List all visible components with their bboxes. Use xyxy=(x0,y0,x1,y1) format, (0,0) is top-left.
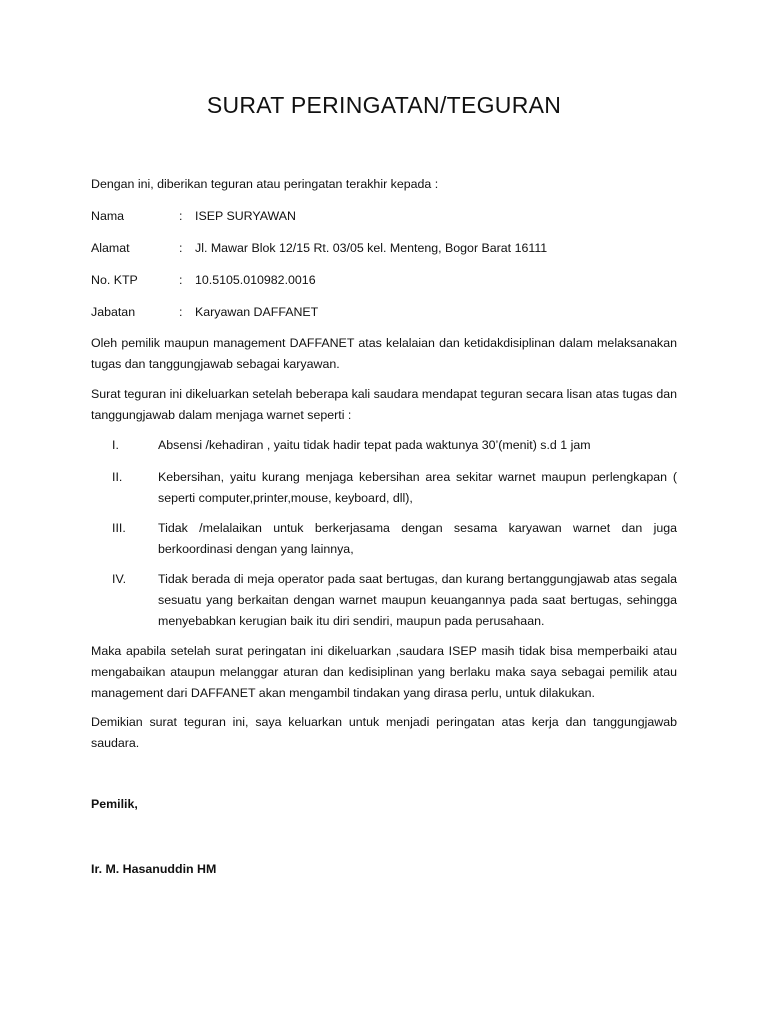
paragraph-3: Maka apabila setelah surat peringatan ini dikeluarkan ,saudara ISEP masih tidak bisa memperbaiki atau mengabaikan ataupun melanggar aturan dan kedisiplinan yang berlaku maka saya sebagai pemilik atau management dari DAFFANET akan mengambil tindakan yang dirasa perlu, untuk dilakukan. xyxy=(91,644,677,700)
list-text: Absensi /kehadiran , yaitu tidak hadir tepat pada waktunya 30’(menit) s.d 1 jam xyxy=(158,438,591,452)
field-colon: : xyxy=(179,305,183,319)
field-label: Alamat xyxy=(91,241,130,255)
field-label: Nama xyxy=(91,209,125,223)
field-colon: : xyxy=(179,241,183,255)
paragraph-4: Demikian surat teguran ini, saya keluarkan untuk menjadi peringatan atas kerja dan tanggungjawab saudara. xyxy=(91,715,677,750)
field-colon: : xyxy=(179,209,183,223)
field-label: No. KTP xyxy=(91,273,138,287)
field-label: Jabatan xyxy=(91,305,136,319)
field-value: 10.5105.010982.0016 xyxy=(195,273,316,287)
paragraph-1: Oleh pemilik maupun management DAFFANET atas kelalaian dan ketidakdisiplinan dalam melaksanakan tugas dan tanggungjawab sebagai karyawan. xyxy=(91,336,677,371)
list-number: III. xyxy=(112,521,126,535)
intro-text: Dengan ini, diberikan teguran atau peringatan terakhir kepada : xyxy=(91,177,439,191)
paragraph-2: Surat teguran ini dikeluarkan setelah beberapa kali saudara mendapat teguran secara lisan atas tugas dan tanggungjawab dalam menjaga warnet seperti : xyxy=(91,387,677,422)
signer-name: Ir. M. Hasanuddin HM xyxy=(91,862,217,876)
list-text: Kebersihan, yaitu kurang menjaga kebersihan area sekitar warnet maupun perlengkapan ( seperti computer,printer,mouse, keyboard, dll), xyxy=(158,470,677,505)
field-value: ISEP SURYAWAN xyxy=(195,209,296,223)
field-value: Karyawan DAFFANET xyxy=(195,305,319,319)
field-colon: : xyxy=(179,273,183,287)
list-text: Tidak /melalaikan untuk berkerjasama dengan sesama karyawan warnet dan juga berkoordinasi dengan yang lainnya, xyxy=(158,521,677,556)
list-number: IV. xyxy=(112,572,127,586)
list-number: II. xyxy=(112,470,123,484)
field-value: Jl. Mawar Blok 12/15 Rt. 03/05 kel. Menteng, Bogor Barat 16111 xyxy=(195,241,548,255)
closing-text: Pemilik, xyxy=(91,797,138,811)
list-number: I. xyxy=(112,438,119,452)
list-text: Tidak berada di meja operator pada saat bertugas, dan kurang bertanggungjawab atas segala sesuatu yang berkaitan dengan warnet maupun keuangannya pada saat bertugas, sehingga menyebabkan kerugian baik itu diri sendiri, maupun pada perusahaan. xyxy=(158,572,677,628)
letter-title: SURAT PERINGATAN/TEGURAN xyxy=(206,92,562,118)
